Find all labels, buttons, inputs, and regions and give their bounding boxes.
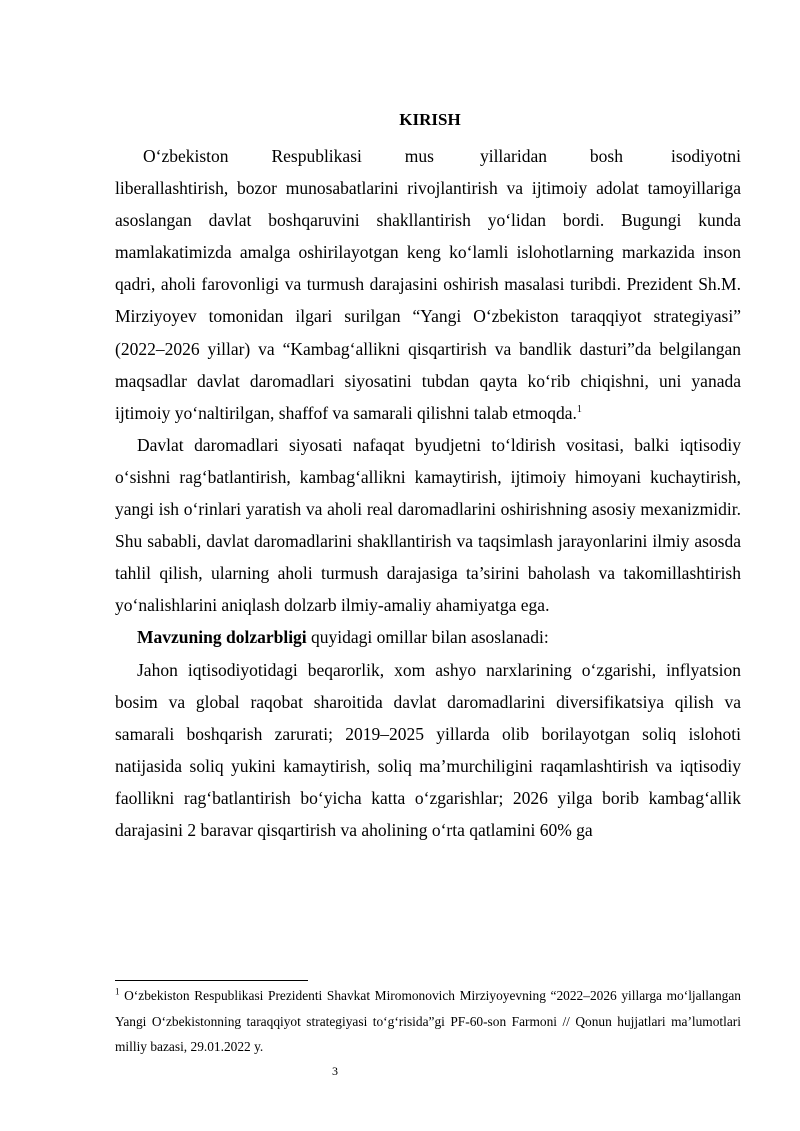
paragraph-1-part-b: yillaridan bosh — [479, 146, 623, 166]
paragraph-3-bold-lead: Mavzuning dolzarbligi — [137, 627, 307, 648]
paragraph-1 — [115, 140, 741, 429]
footnote-text: O‘zbekiston Respublikasi Prezidenti Shavkat Miromonovich Mirziyoyevning “2022–2026 yillarga mo‘ljallangan Yangi O‘zbekistonning taraqqiyot strategiyasi to‘g‘risida”gi PF-60-son Farmoni // Qonun hujjatlari ma’lumotlari milliy bazasi, 29.01.2022 y. — [115, 988, 741, 1054]
paragraph-3 — [115, 621, 741, 653]
page-number: 3 — [332, 1064, 338, 1078]
footnote-separator — [115, 980, 308, 981]
paragraph-2: Davlat daromadlari siyosati nafaqat byudjetni to‘ldirish vositasi, balki iqtisodiy o‘sishni rag‘batlantirish, kambag‘allikni kamaytirish, ijtimoiy himoyani kuchaytirish, yangi ish o‘rinlari yaratish va aholi real daromadlarini oshirishning asosiy mexanizmidir. Shu sababli, davlat daromadlarini shakllantirish va taqsimlash jarayonlarini ilmiy asosda tahlil qilish, ularning aholi turmush darajasiga ta’sirini baholash va takomillashtirish yo‘nalishlarini aniqlash dolzarb ilmiy-amaliy ahamiyatga ega. — [115, 434, 741, 616]
footnote-reference: 1 — [576, 403, 582, 415]
paragraph-1-part-c: isodiyotni liberallashtirish, bozor munosabatlarini rivojlantirish va ijtimoiy adolat tamoyillariga asoslangan davlat boshqaruvini shakllantirish yo‘lidan bordi. Bugungi kunda mamlakatimizda amalga oshirilayotgan keng ko‘lamli islohotlarning markazida inson qadri, aholi farovonligi va turmush darajasini oshirish masalasi turibdi. Prezident Sh.M. Mirziyoyev tomonidan ilgari surilgan “Yangi O‘zbekiston taraqqiyot strategiyasi” (2022–2026 yillar) va “Kambag‘allikni qisqartirish va bandlik dasturi”da belgilangan maqsadlar davlat daromadlari siyosatini tubdan qayta ko‘rib chiqishni, uni yanada ijtimoiy yo‘naltirilgan, shaffof va samarali qilishni talab etmoqda. — [115, 146, 742, 423]
paragraph-3-rest: quyidagi omillar bilan asoslanadi: — [306, 627, 549, 648]
body-text — [115, 140, 741, 846]
section-heading: KIRISH — [399, 110, 461, 129]
paragraph-1-part-a: O‘zbekiston Respublikasi mus — [143, 146, 434, 166]
paragraph-4: Jahon iqtisodiyotidagi beqarorlik, xom ashyo narxlarining o‘zgarishi, inflyatsion bosim va global raqobat sharoitida davlat daromadlarini diversifikatsiya qilish va samarali boshqarish zarurati; 2019–2025 yillarda olib borilayotgan soliq islohoti natijasida soliq yukini kamaytirish, soliq ma’murchiligini raqamlashtirish va iqtisodiy faollikni rag‘batlantirish bo‘yicha katta o‘zgarishlar; 2026 yilga borib kambag‘allik darajasini 2 baravar qisqartirish va aholining o‘rta qatlamini 60% ga — [115, 659, 741, 840]
footnote-marker: 1 — [115, 986, 120, 997]
footnote — [115, 983, 741, 1060]
